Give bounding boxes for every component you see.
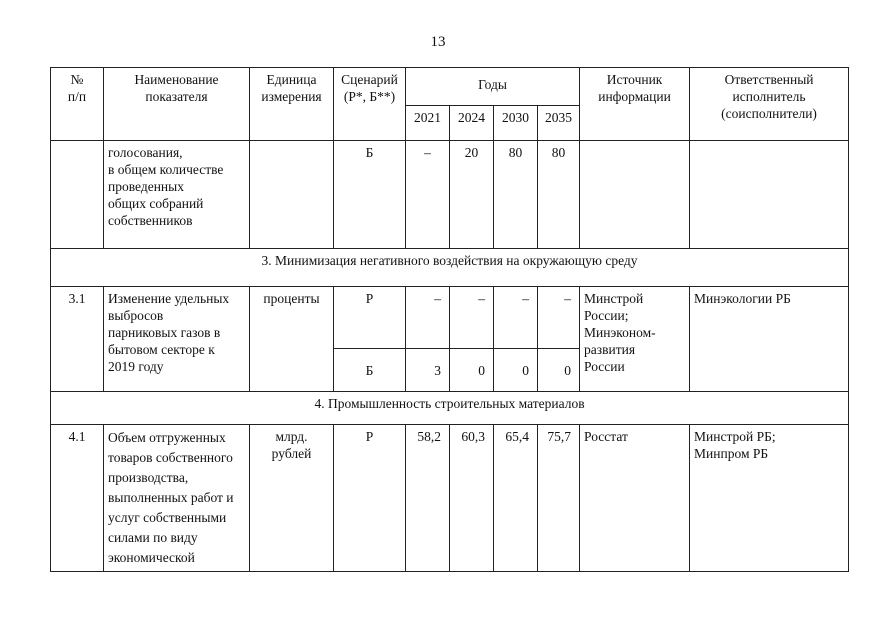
header-source: Источник информации	[580, 68, 690, 141]
cell-unit: проценты	[250, 287, 334, 392]
header-unit: Единица измерения	[250, 68, 334, 141]
cell-value: –	[406, 287, 450, 349]
cell-responsible: Минэкологии РБ	[690, 287, 849, 392]
cell-name: Изменение удельных выбросов парниковых газов в бытовом секторе к 2019 году	[104, 287, 250, 392]
cell-value: –	[450, 287, 494, 349]
cell-unit: млрд. рублей	[250, 425, 334, 572]
header-scenario: Сценарий (Р*, Б**)	[334, 68, 406, 141]
cell-value: 80	[538, 141, 580, 249]
table-row	[51, 287, 849, 349]
section-title: 3. Минимизация негативного воздействия на окружающую среду	[51, 249, 849, 287]
cell-value: 3	[406, 349, 450, 392]
cell-responsible: Минстрой РБ; Минпром РБ	[690, 425, 849, 572]
cell-scenario: Р	[334, 287, 406, 349]
header-responsible: Ответственный исполнитель (соисполнители)	[690, 68, 849, 141]
header-year-2024: 2024	[450, 106, 494, 141]
cell-value: –	[538, 287, 580, 349]
header-year-2021: 2021	[406, 106, 450, 141]
header-year-2035: 2035	[538, 106, 580, 141]
cell-source	[580, 141, 690, 249]
cell-value: –	[494, 287, 538, 349]
cell-scenario: Р	[334, 425, 406, 572]
section-row	[51, 249, 849, 287]
table-row	[51, 425, 849, 572]
cell-value: 58,2	[406, 425, 450, 572]
header-years-label: Годы	[406, 68, 580, 106]
cell-value: 0	[538, 349, 580, 392]
cell-num	[51, 141, 104, 249]
cell-responsible	[690, 141, 849, 249]
cell-value: 20	[450, 141, 494, 249]
header-row	[51, 68, 849, 106]
section-row	[51, 392, 849, 425]
cell-source: Минстрой России; Минэконом- развития России	[580, 287, 690, 392]
cell-value: 80	[494, 141, 538, 249]
header-year-2030: 2030	[494, 106, 538, 141]
cell-value: 65,4	[494, 425, 538, 572]
page-number: 13	[430, 34, 446, 50]
cell-name: Объем отгруженных товаров собственного производства, выполненных работ и услуг собственными силами по виду экономической	[104, 425, 250, 572]
cell-value: 0	[450, 349, 494, 392]
cell-name: голосования, в общем количестве проведенных общих собраний собственников	[104, 141, 250, 249]
cell-unit	[250, 141, 334, 249]
table-row	[51, 141, 849, 249]
header-num: № п/п	[51, 68, 104, 141]
cell-scenario: Б	[334, 141, 406, 249]
cell-value: –	[406, 141, 450, 249]
indicators-table	[50, 67, 849, 572]
cell-source: Росстат	[580, 425, 690, 572]
header-name: Наименование показателя	[104, 68, 250, 141]
cell-value: 60,3	[450, 425, 494, 572]
cell-num: 3.1	[51, 287, 104, 392]
cell-scenario: Б	[334, 349, 406, 392]
section-title: 4. Промышленность строительных материалов	[51, 392, 849, 425]
cell-value: 75,7	[538, 425, 580, 572]
cell-num: 4.1	[51, 425, 104, 572]
cell-value: 0	[494, 349, 538, 392]
